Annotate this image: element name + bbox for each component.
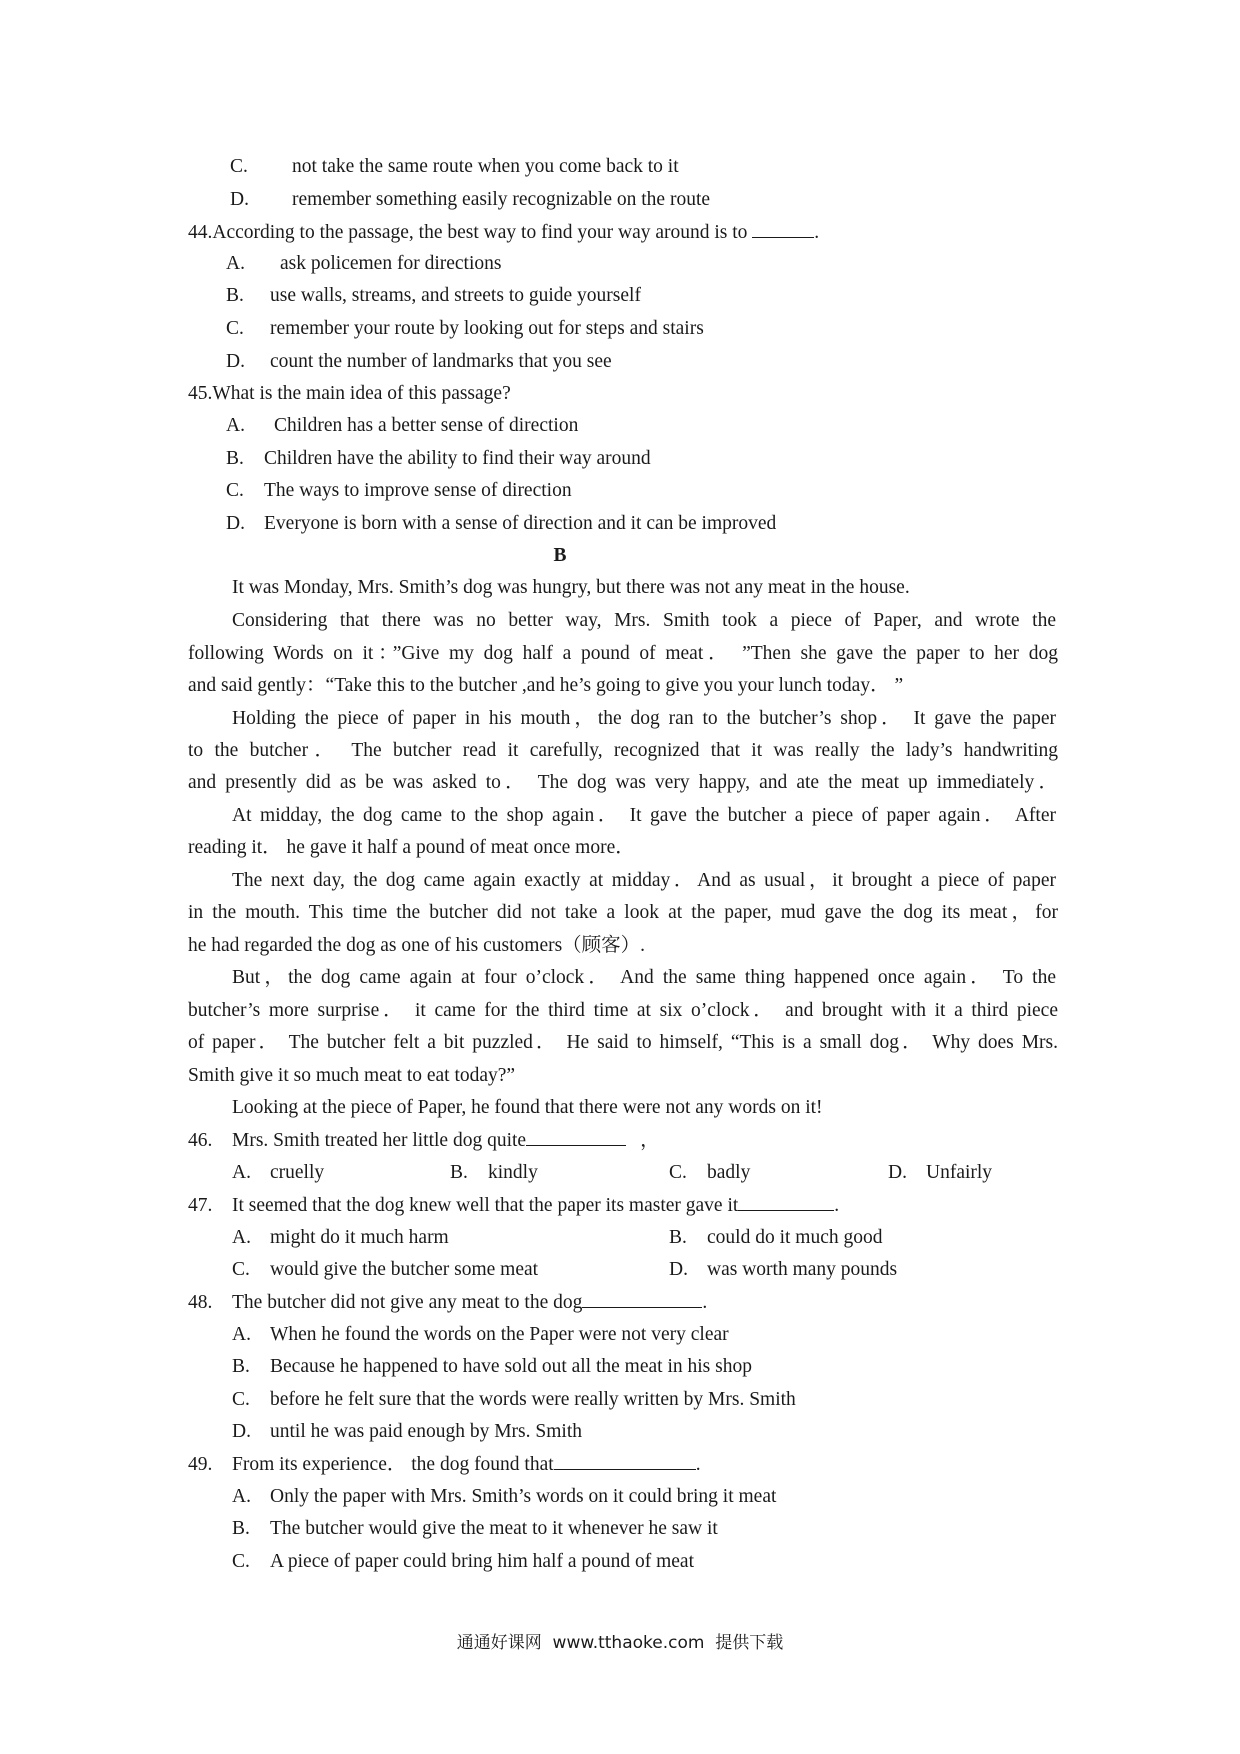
option-label: C. <box>232 1551 250 1572</box>
q46-option-b <box>450 1160 538 1186</box>
question-stem: 44.According to the passage, the best way to find your way around is to <box>188 222 748 243</box>
q48-option-b <box>232 1354 752 1380</box>
stem-end: . <box>702 1292 708 1313</box>
passage-line: It was Monday, Mrs. Smith’s dog was hungry, but there was not any meat in the house. <box>232 577 910 598</box>
stem-end: . <box>834 1195 840 1216</box>
page-footer: 通通好课网 www.tthaoke.com 提供下载 <box>456 1633 784 1653</box>
q43-option-c <box>230 154 679 180</box>
passage-line: of paper． The butcher felt a bit puzzled． He said to himself, “This is a small dog． Why does Mrs. <box>188 1032 1058 1053</box>
q48-stem <box>188 1289 707 1316</box>
option-text: use walls, streams, and streets to guide yourself <box>270 285 641 306</box>
q43-option-d <box>230 187 710 213</box>
option-label: C. <box>226 480 244 501</box>
passage-line: Looking at the piece of Paper, he found that there were not any words on it! <box>232 1097 823 1118</box>
option-text: before he felt sure that the words were really written by Mrs. Smith <box>270 1389 796 1410</box>
option-text: could do it much good <box>707 1227 883 1248</box>
option-label: C. <box>230 156 248 177</box>
question-stem: Mrs. Smith treated her little dog quite <box>232 1130 527 1151</box>
option-text: count the number of landmarks that you see <box>270 351 612 372</box>
option-label: B. <box>226 448 244 469</box>
passage-line: reading it． he gave it half a pound of meat once more． <box>188 837 635 858</box>
option-label: B. <box>226 285 244 306</box>
question-number: 49. <box>188 1454 213 1475</box>
passage-line: he had regarded the dog as one of his customers（顾客）. <box>188 935 646 956</box>
option-text: until he was paid enough by Mrs. Smith <box>270 1421 582 1442</box>
answer-blank <box>582 1289 702 1308</box>
q47-option-d <box>669 1257 897 1283</box>
option-text: might do it much harm <box>270 1227 449 1248</box>
q49-option-b <box>232 1516 718 1542</box>
option-text: Because he happened to have sold out all the meat in his shop <box>270 1356 752 1377</box>
answer-blank <box>738 1192 834 1211</box>
option-text: Only the paper with Mrs. Smith’s words on it could bring it meat <box>270 1486 777 1507</box>
option-label: A. <box>232 1227 251 1248</box>
option-text: not take the same route when you come back to it <box>292 156 679 177</box>
option-label: C. <box>669 1162 687 1183</box>
option-label: C. <box>232 1389 250 1410</box>
option-text: Children has a better sense of direction <box>274 415 579 436</box>
passage-line: The next day, the dog came again exactly at midday．And as usual，it brought a piece of paper <box>232 870 1056 891</box>
q47-option-c <box>232 1257 538 1283</box>
option-label: A. <box>232 1324 251 1345</box>
option-text: The butcher would give the meat to it whenever he saw it <box>270 1518 718 1539</box>
q46-option-c <box>669 1160 750 1186</box>
option-label: D. <box>230 189 249 210</box>
option-label: D. <box>226 513 245 534</box>
option-label: A. <box>232 1486 251 1507</box>
passage-line: At midday, the dog came to the shop again． It gave the butcher a piece of paper again． After <box>232 805 1056 826</box>
passage-line: Considering that there was no better way, Mrs. Smith took a piece of Paper, and wrote the <box>232 610 1056 631</box>
passage-line: and presently did as be was asked to． The dog was very happy, and ate the meat up immediately． <box>188 772 1058 793</box>
stem-end: . <box>814 222 820 243</box>
option-label: D. <box>669 1259 688 1280</box>
option-label: B. <box>232 1518 250 1539</box>
q49-option-a <box>232 1484 776 1510</box>
option-text: When he found the words on the Paper were not very clear <box>270 1324 729 1345</box>
question-stem: The butcher did not give any meat to the dog <box>232 1292 583 1313</box>
option-label: D. <box>232 1421 251 1442</box>
option-text: Children have the ability to find their way around <box>264 448 651 469</box>
option-text: Unfairly <box>926 1162 993 1183</box>
question-number: 46. <box>188 1130 213 1151</box>
passage-line: Holding the piece of paper in his mouth，the dog ran to the butcher’s shop． It gave the paper <box>232 708 1056 729</box>
option-label: C. <box>232 1259 250 1280</box>
question-number: 47. <box>188 1195 213 1216</box>
question-stem: 45.What is the main idea of this passage? <box>188 383 511 404</box>
question-stem: From its experience． the dog found that <box>232 1454 554 1475</box>
stem-end: . <box>695 1454 701 1475</box>
q48-option-a <box>232 1322 729 1348</box>
answer-blank <box>554 1451 696 1470</box>
option-label: C. <box>226 318 244 339</box>
q49-stem <box>188 1451 701 1478</box>
section-heading: B <box>553 545 567 566</box>
option-text: was worth many pounds <box>707 1259 898 1280</box>
option-text: remember your route by looking out for steps and stairs <box>270 318 704 339</box>
q46-option-d <box>888 1160 992 1186</box>
question-number: 48. <box>188 1292 213 1313</box>
q44-option-b <box>226 283 641 309</box>
passage-line: butcher’s more surprise． it came for the third time at six o’clock． and brought with it a third piece <box>188 1000 1058 1021</box>
option-text: ask policemen for directions <box>280 253 502 274</box>
answer-blank <box>752 219 814 238</box>
option-label: A. <box>226 415 245 436</box>
passage-line: to the butcher． The butcher read it carefully, recognized that it was really the lady’s handwriting <box>188 740 1058 761</box>
option-label: A. <box>232 1162 251 1183</box>
q47-option-b <box>669 1225 882 1251</box>
q46-option-a <box>232 1160 324 1186</box>
option-label: D. <box>226 351 245 372</box>
option-text: remember something easily recognizable on the route <box>292 189 711 210</box>
option-label: B. <box>669 1227 687 1248</box>
q45-stem <box>188 381 511 407</box>
q45-option-d <box>226 511 776 537</box>
q47-option-a <box>232 1225 449 1251</box>
option-label: B. <box>232 1356 250 1377</box>
passage-line: But，the dog came again at four o’clock． And the same thing happened once again． To the <box>232 967 1056 988</box>
option-text: badly <box>707 1162 751 1183</box>
q44-stem <box>188 219 819 246</box>
passage-line: and said gently：“Take this to the butcher ,and he’s going to give you your lunch today． ” <box>188 675 904 696</box>
passage-line: in the mouth. This time the butcher did not take a look at the paper, mud gave the dog its meat，for <box>188 902 1058 923</box>
q48-option-c <box>232 1387 796 1413</box>
q44-option-c <box>226 316 704 342</box>
q45-option-a <box>226 413 578 439</box>
option-text: The ways to improve sense of direction <box>264 480 572 501</box>
option-label: B. <box>450 1162 468 1183</box>
question-stem: It seemed that the dog knew well that the paper its master gave it <box>232 1195 739 1216</box>
option-text: would give the butcher some meat <box>270 1259 539 1280</box>
q48-option-d <box>232 1419 582 1445</box>
passage-line: Smith give it so much meat to eat today?” <box>188 1065 516 1086</box>
q44-option-a <box>226 251 501 277</box>
answer-blank <box>526 1127 626 1146</box>
option-text: cruelly <box>270 1162 325 1183</box>
q46-stem <box>188 1127 660 1154</box>
passage-line: following Words on it：”Give my dog half a pound of meat． ”Then she gave the paper to her dog <box>188 643 1058 664</box>
option-text: kindly <box>488 1162 538 1183</box>
option-text: Everyone is born with a sense of direction and it can be improved <box>264 513 777 534</box>
q45-option-b <box>226 446 651 472</box>
q44-option-d <box>226 349 612 375</box>
option-label: D. <box>888 1162 907 1183</box>
q47-stem <box>188 1192 839 1219</box>
option-label: A. <box>226 253 245 274</box>
option-text: A piece of paper could bring him half a pound of meat <box>270 1551 694 1572</box>
q45-option-c <box>226 478 572 504</box>
stem-end: ， <box>640 1130 660 1151</box>
q49-option-c <box>232 1549 694 1575</box>
